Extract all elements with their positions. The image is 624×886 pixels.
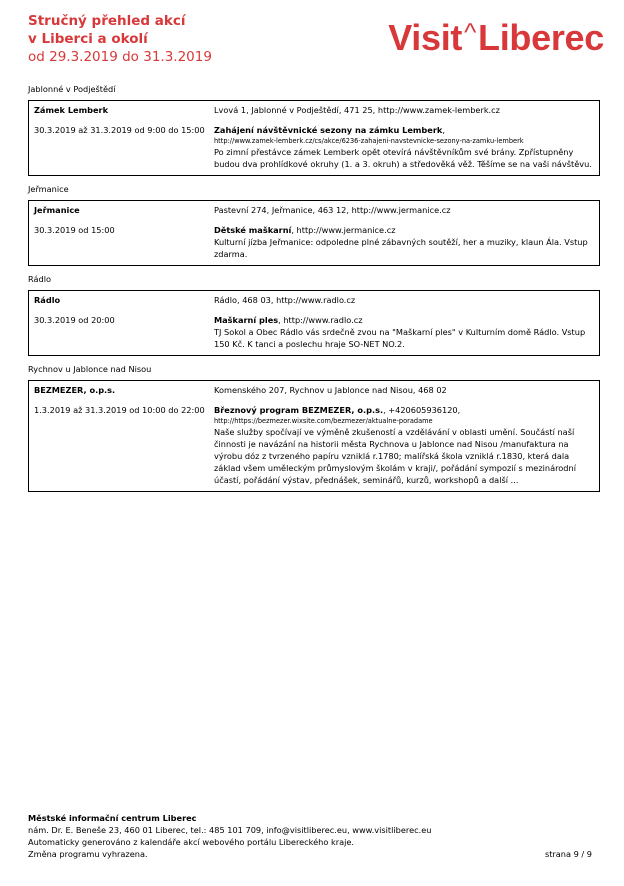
- page-footer: [28, 812, 592, 860]
- title-line-1: Stručný přehled akcí: [28, 13, 186, 29]
- event-title-suffix[interactable]: , http://www.jermanice.cz: [291, 225, 396, 235]
- footer-organization: Městské informační centrum Liberec: [28, 813, 197, 823]
- event-time: 30.3.2019 od 20:00: [34, 315, 115, 325]
- location-heading: Rádlo: [28, 274, 52, 284]
- event-detail-column: [214, 104, 594, 170]
- event-box: [28, 200, 600, 266]
- venue-address[interactable]: Rádlo, 468 03, http://www.radlo.cz: [214, 295, 356, 305]
- event-detail-column: [214, 204, 594, 260]
- venue-name: Jeřmanice: [34, 205, 80, 215]
- event-venue-column: [34, 204, 214, 260]
- title-line-2: v Liberci a okolí: [28, 31, 148, 47]
- event-link[interactable]: http://https://bezmezer.wixsite.com/bezmezer/aktualne-poradame: [214, 417, 433, 425]
- event-time: 1.3.2019 až 31.3.2019 od 10:00 do 22:00: [34, 405, 205, 415]
- venue-name: Rádlo: [34, 295, 61, 305]
- event-description: Kulturní jízba Jeřmanice: odpoledne plné zábavných soutěží, her a muziky, klaun Ála. Vstup zdarma.: [214, 237, 588, 259]
- event-link[interactable]: http://www.zamek-lemberk.cz/cs/akce/6236-zahajeni-navstevnicke-sezony-na-zamku-lemberk: [214, 137, 524, 145]
- event-title: Zahájení návštěvnické sezony na zámku Lemberk: [214, 125, 443, 135]
- page-number: strana 9 / 9: [544, 849, 592, 859]
- location-heading: Rychnov u Jablonce nad Nisou: [28, 364, 152, 374]
- event-heading: [214, 124, 594, 136]
- event-box: [28, 100, 600, 176]
- visit-liberec-logo: [388, 12, 604, 58]
- event-list: [28, 84, 600, 500]
- event-detail-column: [214, 294, 594, 350]
- event-heading: [214, 404, 594, 416]
- page-header: [28, 12, 608, 72]
- logo-word-visit: Visit: [388, 17, 463, 58]
- event-section: [28, 274, 600, 356]
- event-venue-column: [34, 104, 214, 170]
- venue-address[interactable]: Lvová 1, Jablonné v Podještědí, 471 25, http://www.zamek-lemberk.cz: [214, 105, 500, 115]
- event-heading: [214, 224, 594, 236]
- event-title-suffix[interactable]: , http://www.radlo.cz: [278, 315, 363, 325]
- event-title: Maškarní ples: [214, 315, 279, 325]
- event-time: 30.3.2019 až 31.3.2019 od 9:00 do 15:00: [34, 125, 205, 135]
- event-section: [28, 184, 600, 266]
- event-venue-column: [34, 294, 214, 350]
- footer-note-generated: Automaticky generováno z kalendáře akcí webového portálu Libereckého kraje.: [28, 837, 355, 847]
- event-box: [28, 380, 600, 492]
- event-title: Březnový program BEZMEZER, o.p.s.: [214, 405, 384, 415]
- event-section: [28, 364, 600, 492]
- event-description: TJ Sokol a Obec Rádlo vás srdečně zvou na "Maškarní ples" v Kulturním domě Rádlo. Vstup 150 Kč. K tanci a poslechu hraje SO-NET NO.2.: [214, 327, 586, 349]
- event-title-suffix: , +420605936120,: [383, 405, 461, 415]
- location-heading: Jablonné v Podještědí: [28, 84, 116, 94]
- venue-name: BEZMEZER, o.p.s.: [34, 385, 116, 395]
- footer-note-changes: Změna programu vyhrazena.: [28, 849, 148, 859]
- event-venue-column: [34, 384, 214, 486]
- date-range: od 29.3.2019 do 31.3.2019: [28, 49, 212, 65]
- logo-caret: ^: [464, 17, 477, 47]
- venue-address[interactable]: Pastevní 274, Jeřmanice, 463 12, http://www.jermanice.cz: [214, 205, 451, 215]
- venue-name: Zámek Lemberk: [34, 105, 109, 115]
- event-description: Po zimní přestávce zámek Lemberk opět otevírá návštěvníkům své brány. Zpřístupněny budou dva prohlídkové okruhy (1. a 3. okruh) a středověká věž. Těšíme se na vaši návštěvu.: [214, 147, 592, 169]
- event-description: Naše služby spočívají ve výměně zkušeností a vzdělávání v oblasti umění. Součástí naší činnosti je navázání na historii města Rychnova u Jablonce nad Nisou /manufaktura na výrobu dóz z tvrzeného papíru vzniklá r.1780; malířská škola vzniklá r.1830, která dala základ všem uměleckým průmyslovým školám v kraji/, pořádání sympozií s mezinárodní účastí, pořádání výstav, přednášek, seminářů, kurzů, workshopů a další ...: [214, 427, 576, 485]
- event-time: 30.3.2019 od 15:00: [34, 225, 115, 235]
- event-title: Dětské maškarní: [214, 225, 292, 235]
- venue-address: Komenského 207, Rychnov u Jablonce nad Nisou, 468 02: [214, 385, 447, 395]
- event-title-suffix: ,: [442, 125, 445, 135]
- event-box: [28, 290, 600, 356]
- event-section: [28, 84, 600, 176]
- location-heading: Jeřmanice: [28, 184, 69, 194]
- logo-word-liberec: Liberec: [478, 17, 604, 58]
- event-heading: [214, 314, 594, 326]
- footer-contact: nám. Dr. E. Beneše 23, 460 01 Liberec, tel.: 485 101 709, info@visitliberec.eu, www.visitliberec.eu: [28, 825, 432, 835]
- event-detail-column: [214, 384, 594, 486]
